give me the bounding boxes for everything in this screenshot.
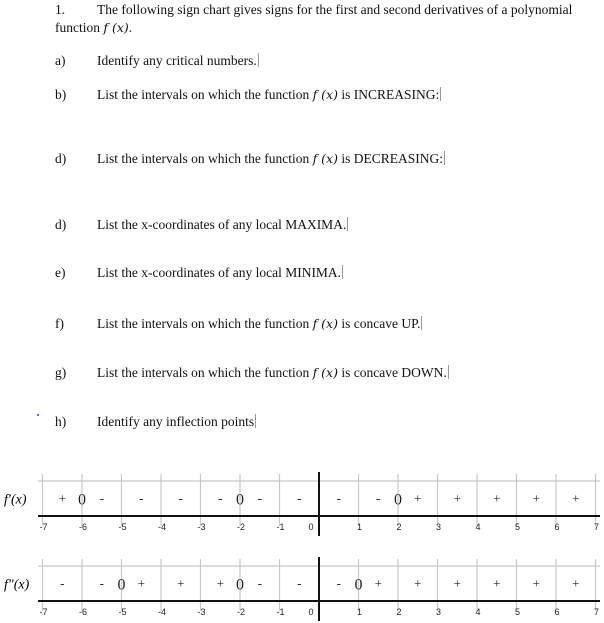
zero-mark: 0 [117,576,126,594]
text: Identify any inflection points [97,414,255,429]
sign-mark: + [177,575,185,591]
sign-mark: + [572,575,580,591]
text: is concave UP. [337,316,421,331]
text: List the intervals on which the function [97,316,313,331]
sign-mark: + [414,490,422,506]
sign-mark: + [453,575,461,591]
sign-mark: - [139,490,144,506]
sign-mark: + [572,490,580,506]
tick-label: 2 [396,607,402,617]
item-label: b) [55,87,67,102]
tick-label: 1 [356,522,363,532]
tick-label: 0 [308,522,314,532]
chart-label: f′(x) [4,492,27,508]
tick-label: 6 [554,522,560,532]
sign-mark: - [218,490,223,506]
text: is DECREASING: [337,151,443,166]
question-text: The following sign chart gives signs for the first and second derivatives of a polynomial [97,2,573,17]
tick-label: 7 [593,607,600,617]
sign-mark: + [532,490,540,506]
math-fx: f (x) [312,316,338,331]
sign-mark: + [493,490,501,506]
tick-label: -1 [276,607,285,617]
tick-label: 2 [396,522,402,532]
tick-label: 1 [356,607,363,617]
zero-mark: 0 [236,491,244,509]
item-label: a) [55,53,66,68]
sign-mark: - [257,575,262,591]
math-fx: f (x) [312,87,338,102]
zero-mark: 0 [78,491,86,509]
tick-label: -1 [276,522,285,532]
tick-label: -4 [157,522,167,532]
zero-mark: 0 [236,576,244,594]
text: . [128,20,133,35]
text: List the intervals on which the function [97,87,313,102]
text: List the intervals on which the function [97,365,313,380]
sign-mark: - [60,575,65,591]
item-label: e) [55,265,66,280]
text: is concave DOWN. [337,365,447,380]
tick-label: 5 [514,607,521,617]
sign-mark: - [99,490,104,506]
item-label: f) [55,316,64,331]
sign-mark: + [58,490,66,506]
sign-mark: - [336,490,341,506]
sign-mark: - [297,490,302,506]
item-label: d) [55,217,67,232]
item-label: d) [55,151,67,166]
math-fx: f (x) [312,365,338,380]
zero-mark: 0 [354,576,363,594]
question-number: 1. [55,2,66,17]
tick-label: -3 [197,607,206,617]
math-fx: f (x) [312,151,338,166]
tick-label: -7 [39,522,48,532]
sign-mark: - [99,575,104,591]
text: Identify any critical numbers. [97,53,257,68]
text: List the intervals on which the function [97,151,313,166]
text: List the x-coordinates of any local MINIMA. [97,265,342,280]
tick-label: -5 [118,607,127,617]
text: List the x-coordinates of any local MAXIMA. [97,217,347,232]
sign-mark: - [297,575,302,591]
tick-label: 5 [514,522,521,532]
math-fx: f (x) [103,20,129,35]
tick-label: -5 [118,522,127,532]
sign-mark: + [414,575,422,591]
zero-mark: 0 [394,491,402,509]
sign-mark: + [453,490,461,506]
sign-mark: + [216,575,224,591]
chart-label: f"(x) [4,577,30,593]
item-label: g) [55,365,67,380]
tick-label: -2 [236,607,246,617]
tick-label: -7 [39,607,48,617]
tick-label: 0 [308,607,314,617]
sign-mark: - [257,490,262,506]
tick-label: -6 [78,522,88,532]
tick-label: -2 [236,522,246,532]
tick-label: -3 [197,522,206,532]
tick-label: -4 [157,607,167,617]
tick-label: 3 [435,522,442,532]
sign-mark: - [376,490,381,506]
sign-mark: + [532,575,540,591]
sign-mark: - [336,575,341,591]
tick-label: -6 [78,607,88,617]
sign-mark: + [374,575,382,591]
tick-label: 4 [475,522,481,532]
tick-label: 4 [475,607,481,617]
sign-mark: + [493,575,501,591]
sign-mark: - [178,490,183,506]
sign-mark: + [137,575,145,591]
item-label: h) [55,414,67,429]
text: function [55,20,104,35]
tick-label: 6 [554,607,560,617]
tick-label: 7 [593,522,600,532]
tick-label: 3 [435,607,442,617]
text: is INCREASING: [337,87,440,102]
